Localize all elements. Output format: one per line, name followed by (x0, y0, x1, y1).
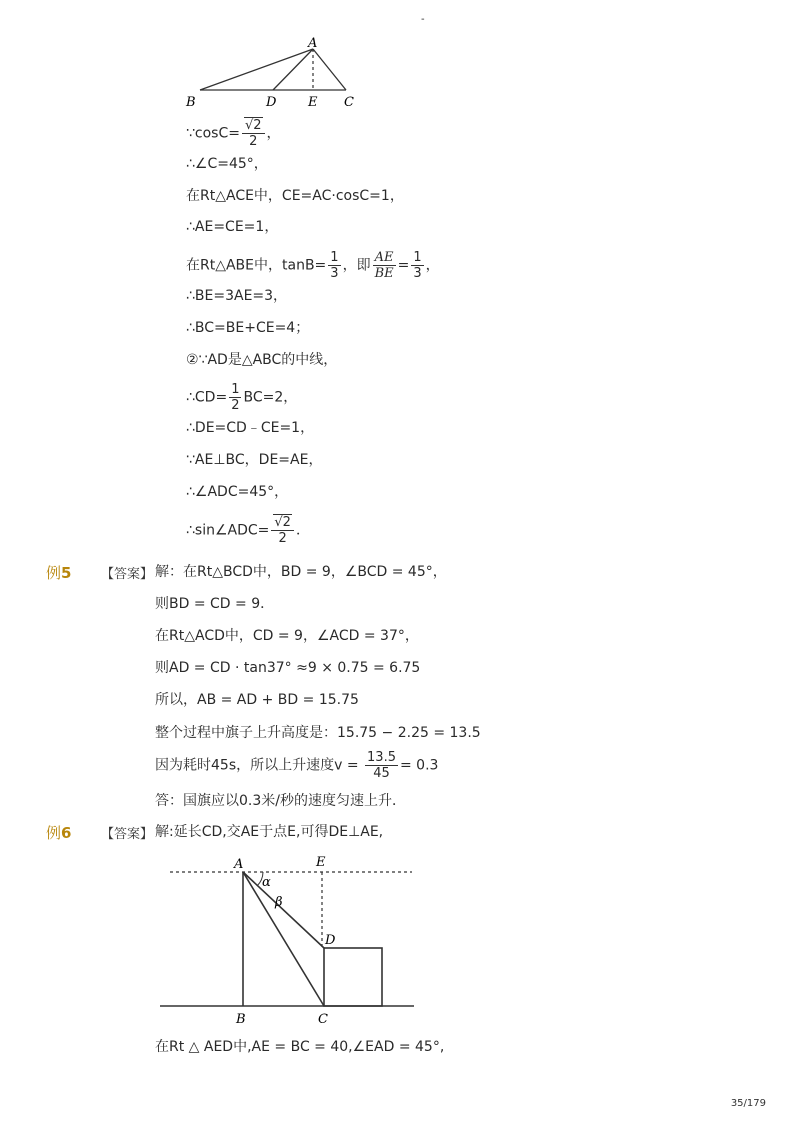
example-6-label: 例6 (46, 824, 72, 842)
fraction-half: $\frac{1}{2}$ (231, 382, 240, 413)
label-C2: C (318, 1012, 328, 1027)
solution-line-11: ∵AE⊥BC，DE=AE， (186, 452, 323, 468)
solution-line-12: ∴∠ADC=45°， (186, 484, 289, 500)
example-5-line-1: 解：在Rt△BCD中，BD = 9，∠BCD = 45°， (155, 564, 447, 580)
example-5-line-4: 则AD = CD · tan37° ≈9 × 0.75 = 6.75 (155, 660, 421, 676)
solution-line-4: ∴AE=CE=1， (186, 219, 279, 235)
example-5-line-3: 在Rt△ACD中，CD = 9，∠ACD = 37°， (155, 628, 419, 644)
solution-line-1: ∵cosC= $\frac{√2}{2}$ ， (186, 118, 281, 149)
fraction-tanb-2: $\frac{1}{3}$ (413, 250, 422, 281)
fraction-speed: $\frac{13.5}{45}$ (367, 750, 396, 781)
solution-line-9: ∴CD= $\frac{1}{2}$ BC=2， (186, 382, 298, 413)
solution-line-10: ∴DE=CD﹣CE=1， (186, 420, 315, 436)
label-D2: D (325, 933, 336, 948)
example-6-line-2: 在Rt △ AED中,AE = BC = 40,∠EAD = 45°, (155, 1039, 445, 1055)
label-E2: E (316, 855, 326, 870)
example-6-answer-tag: 【答案】 (101, 827, 154, 842)
label-B: B (186, 95, 196, 110)
label-D: D (266, 95, 277, 110)
label-B2: B (236, 1012, 246, 1027)
example-5-answer-tag: 【答案】 (101, 567, 154, 582)
label-E: E (308, 95, 318, 110)
label-alpha: α (262, 875, 271, 890)
example-5-label: 例5 (46, 564, 72, 582)
fraction-ae-be: $\frac{AE}{BE}$ (374, 250, 394, 281)
example-5-line-5: 所以，AB = AD + BD = 15.75 (155, 692, 359, 708)
label-C: C (344, 95, 354, 110)
label-beta: β (275, 895, 283, 910)
solution-line-7: ∴BC=BE+CE=4； (186, 320, 310, 336)
solution-line-13: ∴sin∠ADC= $\frac{√2}{2}$ ． (186, 515, 310, 546)
label-A: A (308, 36, 318, 51)
label-A2: A (234, 857, 244, 872)
solution-line-6: ∴BE=3AE=3， (186, 288, 288, 304)
example-5-line-2: 则BD = CD = 9． (155, 596, 275, 612)
solution-line-3: 在Rt△ACE中，CE=AC·cosC=1， (186, 188, 404, 204)
fraction-cos: $\frac{√2}{2}$ (242, 118, 265, 149)
example-5-line-7: 因为耗时45s，所以上升速度v = $\frac{13.5}{45}$ = 0.3 (155, 750, 439, 781)
example-6-line-1: 解:延长CD,交AE于点E,可得DE⊥AE, (155, 824, 384, 840)
page-number: 35/179 (730, 1098, 766, 1109)
fraction-tanb: $\frac{1}{3}$ (330, 250, 339, 281)
top-mark: - (421, 14, 425, 25)
solution-line-2: ∴∠C=45°， (186, 156, 268, 172)
triangle-figure-1 (180, 32, 370, 112)
solution-line-8: ②∵AD是△ABC的中线， (186, 352, 338, 368)
example-5-line-6: 整个过程中旗子上升高度是：15.75 − 2.25 = 13.5 (155, 725, 481, 741)
fraction-sin: $\frac{√2}{2}$ (271, 515, 294, 546)
solution-line-5: 在Rt△ABE中，tanB= $\frac{1}{3}$ ，即 $\frac{AE}{BE}$ = $\frac{1}{3}$ ， (186, 250, 440, 281)
flagpole-figure (150, 850, 430, 1030)
example-5-line-8: 答：国旗应以0.3米/秒的速度匀速上升． (155, 793, 406, 809)
